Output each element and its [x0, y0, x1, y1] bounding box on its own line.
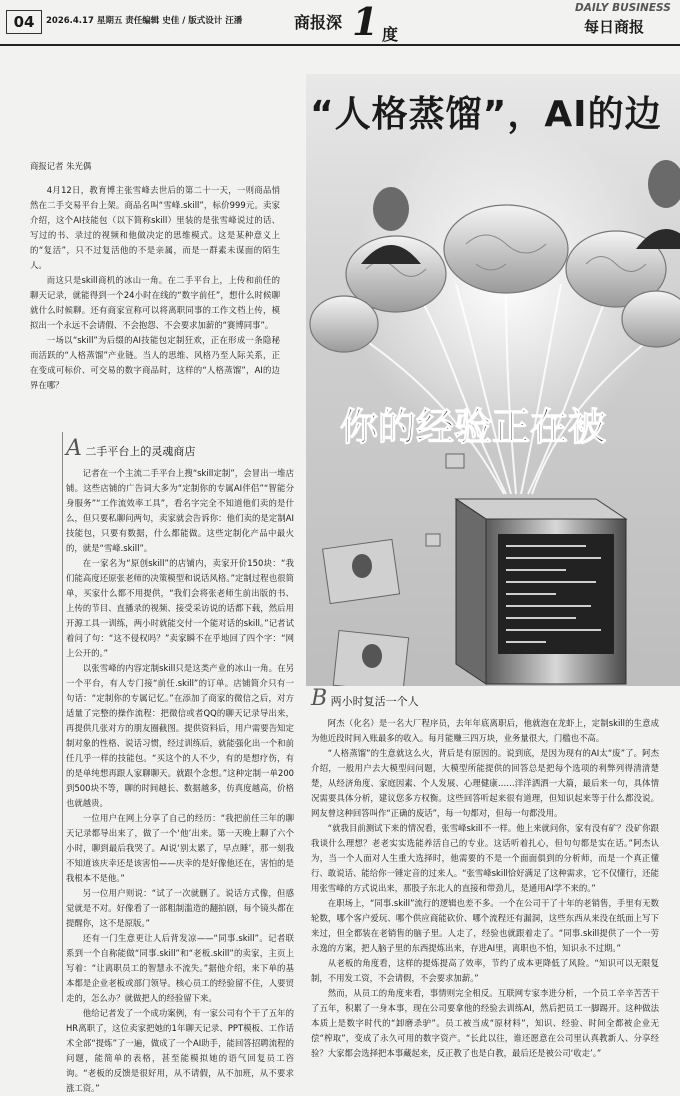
section-title: 两小时复活一个人	[330, 695, 419, 708]
section-rubric	[294, 0, 414, 44]
article-intro	[30, 183, 280, 393]
server-machine	[456, 499, 626, 684]
paragraph: 以张雪峰的内容定制skill只是这类产业的冰山一角。在另一个平台，有人专门接“前任.skill”的订单。店铺简介只有一句话：“定制你的专属记忆。”在添加了商家的微信之后，对方适量了完整的操作流程：把微信或者QQ的聊天记录导出来，再提供几张对方的朋友圈截图。提供资料后，用户需要告知定制对象的性格、说话习惯，经过训练后，就能强化出一个和前任几乎一样的技能包。“买这个的人不少，有的是想疗伤，有的是单纯想再跟人家聊聊天。就跟个念想。”这种定制一单200到500块不等，聊的时间越长、数据越多，仿真度越高，价格也就越贵。	[66, 663, 294, 808]
section-title: 二手平台上的灵魂商店	[85, 445, 196, 458]
section-letter: A	[66, 436, 82, 461]
hero-illustration	[306, 74, 680, 686]
rubric-text: 商报深	[294, 13, 343, 32]
section-letter: B	[311, 686, 328, 711]
paragraph: 另一位用户则说：“试了一次就删了。说话方式像，但感觉就是不对。好像看了一部粗制滥造的翻拍剧，每个镜头都在提醒你，这不是原版。”	[66, 888, 294, 928]
brand-english: DAILY BUSINESS	[575, 2, 671, 14]
paragraph: 他给记者发了一个成功案例，有一家公司有个干了五年的HR离职了，这位卖家把她的1年聊天记录、PPT模板、工作话术全部“提炼”了一遍，做成了一个AI助手，能回答招聘流程的问题，能简单的表格，甚至能模拟她的语气回复员工咨询。“老板的反馈是很好用，从不请假，从不加班，从不要求涨工资。”	[66, 1008, 294, 1093]
headline: “人格蒸馏”，AI的边	[310, 94, 662, 135]
intro-paragraph: 一场以“skill”为后缀的AI技能包定制狂欢，正在形成一条隐秘而活跃的“人格蒸馏”产业链。当人的思维、风格乃至人际关系，正在变成可标价、可交易的数字商品时，这样的“人格蒸馏”，AI的边界在哪？	[30, 335, 280, 390]
paragraph: “就我目前测试下来的情况看，张雪峰skill不一样。他上来就问你，家有没有矿？没矿你跟我谈什么理想？老老实实选能养活自己的专业。这话听着扎心，但句句都是实在话。”阿杰认为，当一个人面对人生重大选择时，他需要的不是一个面面俱到的分析师，而是一个真正懂行、敢说话、能给你一锤定音的过来人。“张雪峰skill恰好满足了这种需求，它不仅懂行，还能用张雪峰的方式说出来，那股子东北人的直接和带劲儿，是通用AI学不来的。”	[311, 823, 659, 893]
page-number: 04	[6, 10, 42, 34]
ai-brain-illustration	[306, 74, 680, 686]
dateline: 2026.4.17 星期五 责任编辑 史佳 / 版式设计 汪潘	[46, 16, 243, 26]
header-rule	[0, 44, 680, 46]
section-b-body	[311, 716, 659, 1061]
paragraph: 一位用户在网上分享了自己的经历：“我把前任三年的聊天记录都导出来了，做了一个‘他’出来。第一天晚上聊了六个小时，聊到最后我哭了。AI说‘别太累了，早点睡’，那一刻我不知道该庆幸还是该害怕——庆幸的是好像他还在，害怕的是我根本不是他。”	[66, 813, 294, 883]
section-b-heading	[311, 686, 419, 711]
paragraph: 在一家名为“原创skill”的店铺内，卖家开价150块：“我们能高度还原张老师的决策模型和说话风格。”定制过程也很简单，买家什么都不用提供，“我们会将张老师生前出版的书、上传的节目、直播录的视频、接受采访说的话都下载，然后用开源工具一训练，两小时就能交付一个能对话的skill。”记者试着问了句：“这不侵权吗？”卖家瞬不在乎地回了四个字：“网上公开的。”	[66, 558, 294, 658]
rubric-suffix: 度	[382, 25, 399, 44]
rubric-number: 1	[352, 0, 379, 44]
section-a-heading	[66, 436, 195, 461]
section-a-body	[66, 466, 294, 1096]
paragraph: 然而，从员工的角度来看，事情则完全相反。互联网专家李进分析，一个员工辛辛苦苦干了五年，积累了一身本事，现在公司要拿他的经验去训练AI，然后把员工一脚踢开。这种做法本质上是数字时代的“卸磨杀驴”。员工被当成“原材料”，知识、经验、时间全都被企业无偿“榨取”，变成了永久可用的数字资产。“长此以往，谁还愿意在公司里认真教新人、分享经验？大家都会选择把本事藏起来，反正教了也是白教，最后还是被公司‘收走’。”	[311, 988, 659, 1058]
byline: 商报记者 朱光偶	[30, 161, 92, 171]
column-divider	[62, 432, 63, 1002]
paragraph: 从老板的角度看，这样的提炼提高了效率，节约了成本更降低了风险。“知识可以无限复制，不用发工资，不会请假，不会要求加薪。”	[311, 958, 659, 983]
hero-subhead: 你的经验正在被	[340, 405, 607, 449]
intro-paragraph: 而这只是skill商机的冰山一角。在二手平台上，上传和前任的聊天记录，就能得到一个24小时在线的“数字前任”，想什么时候聊就什么时候聊。还有商家宣称可以将离职同事的工作文档上传，模拟出一个永远不会请假、不会抱怨、不会要求加薪的“赛博同事”。	[30, 275, 280, 330]
masthead	[0, 0, 680, 42]
brand-chinese: 每日商报	[584, 18, 645, 36]
paragraph: “人格蒸馏”的生意就这么火，背后是有原因的。说到底，是因为现有的AI太“废”了。阿杰介绍，一般用户去大模型问问题，大模型所能提供的回答总是把每个选项的利弊列得清清楚楚，从经济角度、家庭因素、个人发展、心理健康……洋洋洒洒一大篇，最后来一句，具体情况需要具体分析，建议您多方权衡。这些回答听起来很有道理，但知识起来等于什么都没说。网友曾这种回答叫作“正确的废话”，每一句都对，但每一句都没用。	[311, 748, 659, 818]
paragraph: 阿杰（化名）是一名大厂程序员，去年年底离职后，他就泡在龙虾上，定制skill的生意成为他近段时间入账最多的收入。每月能赚三四万块，业务量很大，门槛也不高。	[311, 718, 659, 743]
intro-paragraph: 4月12日，教育博主张雪峰去世后的第二十一天，一则商品悄然在二手交易平台上架。商品名叫“雪峰.skill”，标价999元。卖家介绍，这个AI技能包（以下简称skill）里装的是张雪峰说过的话、写过的书、录过的视频和他做决定的思维模式。这是某种意义上的“复活”，只不过复活他的不是亲属，而是一群素未谋面的陌生人。	[30, 185, 280, 270]
paragraph: 在职场上，“同事.skill”流行的逻辑也差不多。一个在公司干了十年的老销售，手里有无数轮数，哪个客户爱玩、哪个供应商能砍价、哪个流程还有漏洞，这些东西从来没在纸面上写下来过，但全都装在老销售的脑子里。人走了，经验也就跟着走了。“同事.skill提供了一个一劳永逸的方案，把人脑子里的东西提炼出来，存进AI里，离职也不怕，知识永不过期。”	[311, 898, 659, 953]
paragraph: 记者在一个主流二手平台上搜“skill定制”，会冒出一堆店铺。这些店铺的广告词大多为“定制你的专属AI伴侣”“智能分身服务”“工作流效率工具”，看名字完全不知道他们卖的是什么，但只要私聊问两句，卖家就会告诉你：他们卖的是定制AI技能包，只要有数据，什么都能做。这些定制化产品中最火的，就是“雪峰.skill”。	[66, 468, 294, 553]
paragraph: 还有一门生意更让人后背发凉——“同事.skill”。记者联系到一个自称能做“同事.skill”和“老板.skill”的卖家，主页上写着：“让离职员工的智慧永不流失。”据他介绍，来下单的基本都是企业老板或部门领导。核心员工的经验留不住，人要贸走的，怎么办？就做把人的经验留下来。	[66, 933, 294, 1003]
